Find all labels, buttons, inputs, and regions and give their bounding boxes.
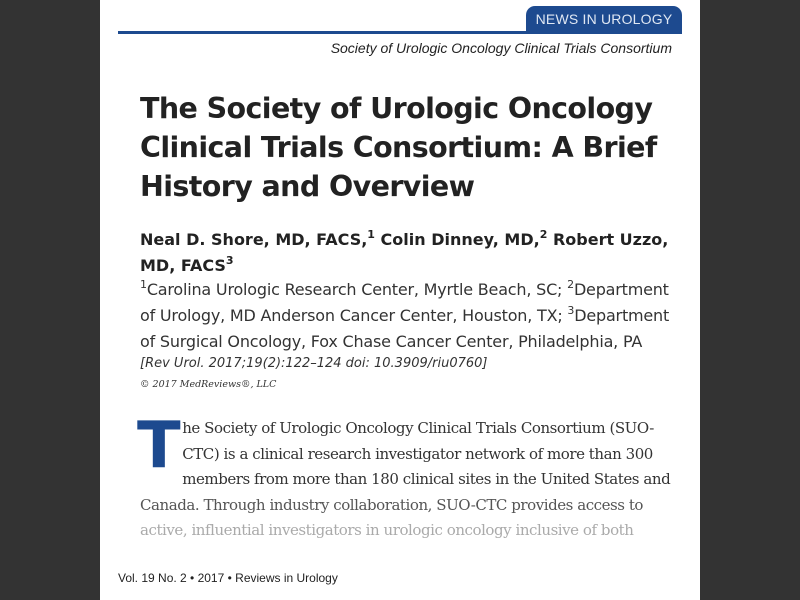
body-line: CTC) is a clinical research investigator network of more than 300 [182, 444, 653, 463]
affiliation-text: Department of Surgical Oncology, Fox Chase Cancer Center, Philadelphia, PA [140, 306, 670, 351]
header-rule [118, 31, 682, 34]
body-line: members from more than 180 clinical sites in the United States and [182, 470, 671, 488]
section-badge: NEWS IN UROLOGY [526, 6, 682, 33]
author-sup: 3 [225, 254, 234, 267]
running-head: Society of Urologic Oncology Clinical Trials Consortium [330, 40, 672, 56]
author-name: Neal D. Shore, MD, FACS, [140, 230, 368, 249]
affiliations [140, 277, 680, 355]
body-line: he Society of Urologic Oncology Clinical Trials Consortium (SUO- [182, 419, 654, 437]
journal-page [100, 0, 700, 600]
affiliation-text: Department of Urology, MD Anderson Cancer Center, Houston, TX; [140, 280, 669, 325]
body-line: active, influential investigators in urologic oncology inclusive of both [140, 521, 634, 539]
affiliation-text: Carolina Urologic Research Center, Myrtle Beach, SC; [146, 280, 568, 299]
author-sup: 2 [539, 228, 548, 241]
author-sup: 1 [367, 228, 375, 241]
article-body [137, 409, 671, 569]
body-line: Canada. Through industry collaboration, SUO-CTC provides access to [140, 495, 644, 514]
author-list [140, 227, 680, 279]
affiliation-sup: 2 [567, 278, 574, 291]
author-name: Robert Uzzo, MD, FACS [140, 230, 669, 275]
page-footer: Vol. 19 No. 2 • 2017 • Reviews in Urology [118, 571, 338, 585]
copyright: © 2017 MedReviews®, LLC [140, 379, 277, 390]
fade-overlay [100, 548, 700, 568]
affiliation-sup: 1 [140, 278, 147, 291]
drop-cap: T [137, 409, 181, 483]
citation: [Rev Urol. 2017;19(2):122–124 doi: 10.3909/riu0760] [140, 356, 488, 371]
affiliation-sup: 3 [567, 304, 575, 317]
article-title: The Society of Urologic Oncology Clinical Trials Consortium: A Brief History and Overview [140, 92, 657, 203]
author-name: Colin Dinney, MD, [380, 230, 540, 249]
